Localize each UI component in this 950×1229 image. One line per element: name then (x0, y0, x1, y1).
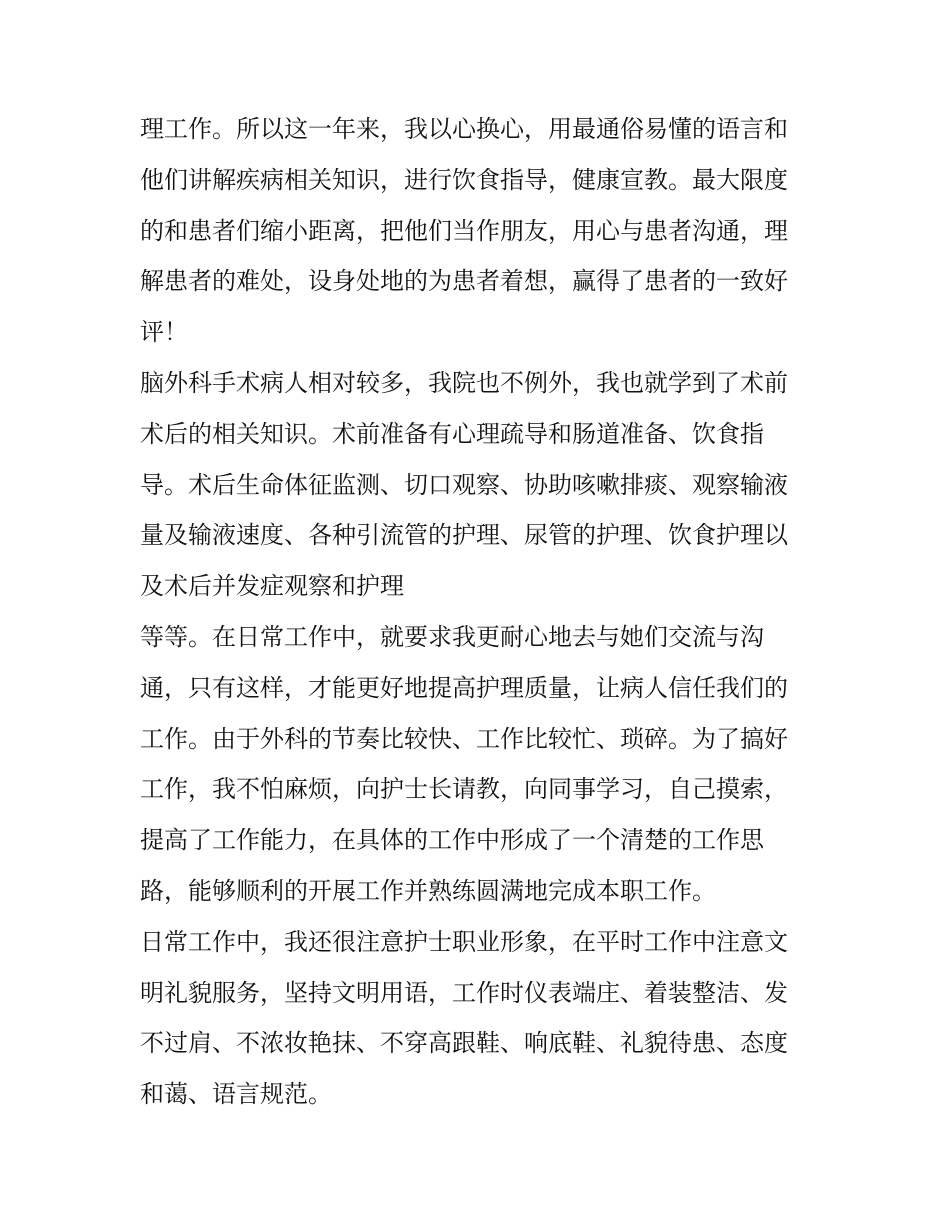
text-line: 量及输液速度、各种引流管的护理、尿管的护理、饮食护理以 (140, 521, 788, 550)
text-line: 等等。在日常工作中，就要求我更耐心地去与她们交流与沟 (140, 622, 764, 651)
text-line: 导。术后生命体征监测、切口观察、协助咳嗽排痰、观察输液 (140, 470, 788, 499)
text-line: 解患者的难处，设身处地的为患者着想，赢得了患者的一致好 (140, 267, 788, 296)
text-line: 的和患者们缩小距离，把他们当作朋友，用心与患者沟通，理 (140, 216, 788, 245)
text-line: 他们讲解疾病相关知识，进行饮食指导，健康宣教。最大限度 (140, 165, 788, 194)
text-line: 工作。由于外科的节奏比较快、工作比较忙、琐碎。为了搞好 (140, 724, 788, 753)
text-line: 路，能够顺利的开展工作并熟练圆满地完成本职工作。 (140, 876, 716, 905)
text-line: 工作，我不怕麻烦，向护士长请教，向同事学习，自己摸索， (140, 775, 788, 804)
text-line: 及术后并发症观察和护理 (140, 572, 404, 601)
text-line: 通，只有这样，才能更好地提高护理质量，让病人信任我们的 (140, 673, 788, 702)
text-line: 术后的相关知识。术前准备有心理疏导和肠道准备、饮食指 (140, 419, 764, 448)
text-line: 脑外科手术病人相对较多，我院也不例外，我也就学到了术前 (140, 368, 788, 397)
body-text (140, 104, 820, 1120)
text-line: 理工作。所以这一年来，我以心换心，用最通俗易懂的语言和 (140, 115, 788, 143)
text-line: 日常工作中，我还很注意护士职业形象，在平时工作中注意文 (140, 927, 788, 956)
text-line: 和蔼、语言规范。 (140, 1080, 332, 1109)
text-line: 明礼貌服务，坚持文明用语，工作时仪表端庄、着装整洁、发 (140, 978, 788, 1007)
text-line: 评！ (140, 318, 188, 347)
text-line: 不过肩、不浓妆艳抹、不穿高跟鞋、响底鞋、礼貌待患、态度 (140, 1029, 788, 1058)
text-line: 提高了工作能力，在具体的工作中形成了一个清楚的工作思 (140, 826, 764, 855)
